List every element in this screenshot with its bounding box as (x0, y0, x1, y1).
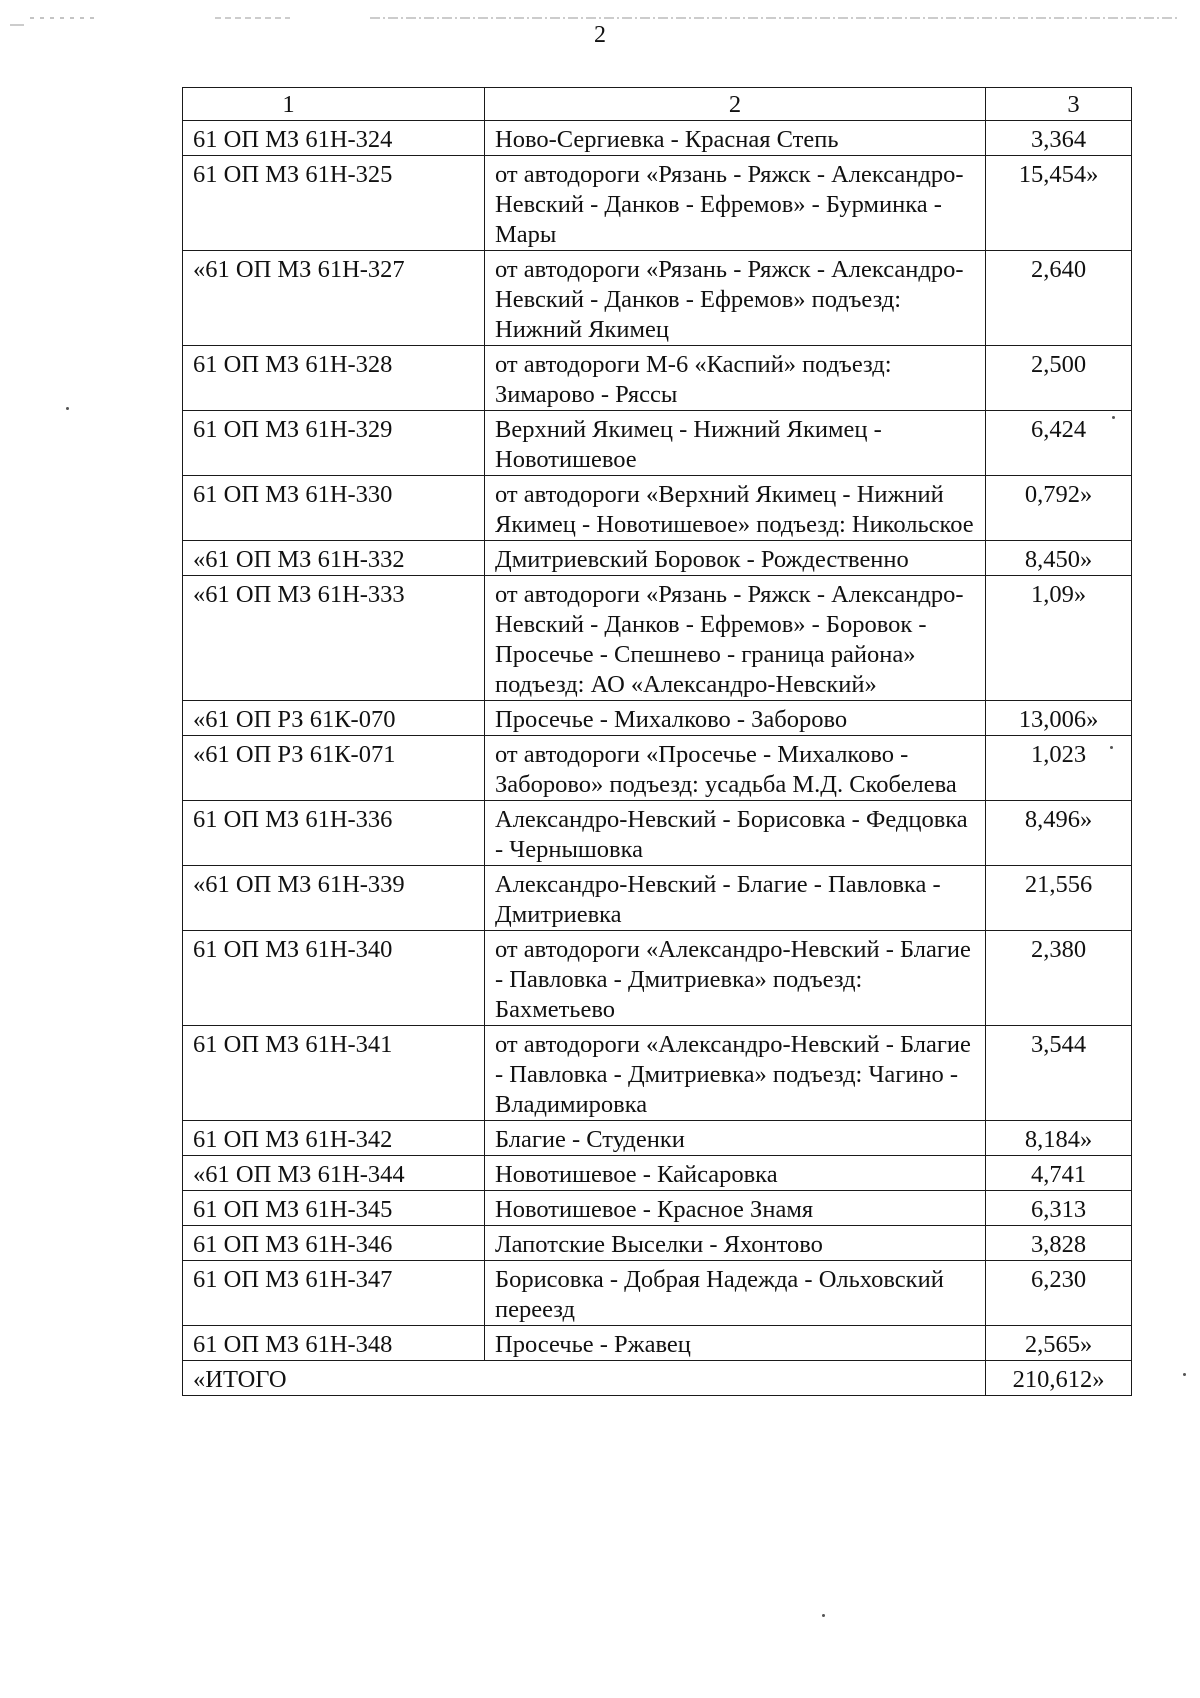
road-length-cell: 2,640 (986, 251, 1132, 346)
table-row (183, 1191, 1132, 1226)
road-length-cell: 2,380 (986, 931, 1132, 1026)
road-length-cell: 21,556 (986, 866, 1132, 931)
table-row (183, 121, 1132, 156)
road-name-cell: Дмитриевский Боровок - Рождественно (485, 541, 986, 576)
road-code-cell: «61 ОП РЗ 61К-070 (183, 701, 485, 736)
table-row (183, 1156, 1132, 1191)
scan-speck (1112, 416, 1115, 419)
road-length-cell: 0,792» (986, 476, 1132, 541)
column-header-2: 2 (485, 88, 986, 121)
table-row (183, 1226, 1132, 1261)
road-name-cell: от автодороги «Александро-Невский - Благие - Павловка - Дмитриевка» подъезд: Чагино - Владимировка (485, 1026, 986, 1121)
road-name-cell: Лапотские Выселки - Яхонтово (485, 1226, 986, 1261)
table-row (183, 931, 1132, 1026)
table-row (183, 1121, 1132, 1156)
road-name-cell: Верхний Якимец - Нижний Якимец - Новотишевое (485, 411, 986, 476)
table-row (183, 701, 1132, 736)
scan-speck (66, 407, 69, 410)
column-header-1: 1 (183, 88, 485, 121)
table-row (183, 541, 1132, 576)
road-name-cell: Просечье - Ржавец (485, 1326, 986, 1361)
roads-table (182, 87, 1132, 1396)
road-name-cell: Борисовка - Добрая Надежда - Ольховский переезд (485, 1261, 986, 1326)
road-name-cell: Александро-Невский - Борисовка - Федцовка - Чернышовка (485, 801, 986, 866)
road-length-cell: 3,364 (986, 121, 1132, 156)
road-length-cell: 3,828 (986, 1226, 1132, 1261)
road-name-cell: от автодороги «Рязань - Ряжск - Александро-Невский - Данков - Ефремов» - Бурминка - Мары (485, 156, 986, 251)
road-length-cell: 8,450» (986, 541, 1132, 576)
road-name-cell: от автодороги М-6 «Каспий» подъезд: Зимарово - Ряссы (485, 346, 986, 411)
road-code-cell: 61 ОП МЗ 61Н-340 (183, 931, 485, 1026)
page-number: 2 (594, 22, 606, 48)
road-code-cell: 61 ОП МЗ 61Н-324 (183, 121, 485, 156)
road-code-cell: 61 ОП МЗ 61Н-341 (183, 1026, 485, 1121)
road-name-cell: от автодороги «Рязань - Ряжск - Александро-Невский - Данков - Ефремов» подъезд: Нижний Якимец (485, 251, 986, 346)
table-row (183, 346, 1132, 411)
road-name-cell: от автодороги «Александро-Невский - Благие - Павловка - Дмитриевка» подъезд: Бахметьево (485, 931, 986, 1026)
road-name-cell: от автодороги «Просечье - Михалково - Заборово» подъезд: усадьба М.Д. Скобелева (485, 736, 986, 801)
road-length-cell: 4,741 (986, 1156, 1132, 1191)
road-code-cell: «61 ОП МЗ 61Н-333 (183, 576, 485, 701)
table-row (183, 251, 1132, 346)
road-name-cell: от автодороги «Рязань - Ряжск - Александро-Невский - Данков - Ефремов» - Боровок - Просечье - Спешнево - граница района» подъезд: АО «Александро-Невский» (485, 576, 986, 701)
road-code-cell: 61 ОП МЗ 61Н-328 (183, 346, 485, 411)
table-row (183, 866, 1132, 931)
table-row (183, 1026, 1132, 1121)
table-row (183, 411, 1132, 476)
road-length-cell: 6,230 (986, 1261, 1132, 1326)
road-name-cell: Новотишевое - Красное Знамя (485, 1191, 986, 1226)
road-length-cell: 15,454» (986, 156, 1132, 251)
table-row (183, 156, 1132, 251)
road-name-cell: Новотишевое - Кайсаровка (485, 1156, 986, 1191)
road-code-cell: 61 ОП МЗ 61Н-345 (183, 1191, 485, 1226)
road-code-cell: 61 ОП МЗ 61Н-347 (183, 1261, 485, 1326)
total-label: «ИТОГО (183, 1361, 986, 1396)
road-length-cell: 8,496» (986, 801, 1132, 866)
table-row (183, 1261, 1132, 1326)
table-header-row (183, 88, 1132, 121)
road-length-cell: 6,424 (986, 411, 1132, 476)
road-code-cell: «61 ОП РЗ 61К-071 (183, 736, 485, 801)
road-code-cell: «61 ОП МЗ 61Н-344 (183, 1156, 485, 1191)
road-code-cell: «61 ОП МЗ 61Н-339 (183, 866, 485, 931)
road-length-cell: 3,544 (986, 1026, 1132, 1121)
scan-speck (1110, 746, 1113, 749)
scan-speck (822, 1614, 825, 1617)
road-code-cell: 61 ОП МЗ 61Н-342 (183, 1121, 485, 1156)
table-row (183, 1326, 1132, 1361)
table-row (183, 476, 1132, 541)
total-value: 210,612» (986, 1361, 1132, 1396)
road-name-cell: Александро-Невский - Благие - Павловка - Дмитриевка (485, 866, 986, 931)
road-code-cell: 61 ОП МЗ 61Н-330 (183, 476, 485, 541)
road-name-cell: Ново-Сергиевка - Красная Степь (485, 121, 986, 156)
road-name-cell: Просечье - Михалково - Заборово (485, 701, 986, 736)
table-body (183, 88, 1132, 1396)
road-length-cell: 1,09» (986, 576, 1132, 701)
table-row (183, 801, 1132, 866)
road-code-cell: «61 ОП МЗ 61Н-327 (183, 251, 485, 346)
column-header-3: 3 (986, 88, 1132, 121)
scan-speck (1183, 1373, 1186, 1376)
road-length-cell: 6,313 (986, 1191, 1132, 1226)
road-code-cell: 61 ОП МЗ 61Н-325 (183, 156, 485, 251)
road-code-cell: 61 ОП МЗ 61Н-336 (183, 801, 485, 866)
road-length-cell: 2,500 (986, 346, 1132, 411)
road-length-cell: 1,023 (986, 736, 1132, 801)
road-code-cell: 61 ОП МЗ 61Н-348 (183, 1326, 485, 1361)
road-name-cell: Благие - Студенки (485, 1121, 986, 1156)
table-row (183, 736, 1132, 801)
table-row (183, 576, 1132, 701)
total-row (183, 1361, 1132, 1396)
road-length-cell: 13,006» (986, 701, 1132, 736)
road-length-cell: 8,184» (986, 1121, 1132, 1156)
road-name-cell: от автодороги «Верхний Якимец - Нижний Якимец - Новотишевое» подъезд: Никольское (485, 476, 986, 541)
road-code-cell: «61 ОП МЗ 61Н-332 (183, 541, 485, 576)
road-code-cell: 61 ОП МЗ 61Н-346 (183, 1226, 485, 1261)
road-code-cell: 61 ОП МЗ 61Н-329 (183, 411, 485, 476)
road-length-cell: 2,565» (986, 1326, 1132, 1361)
